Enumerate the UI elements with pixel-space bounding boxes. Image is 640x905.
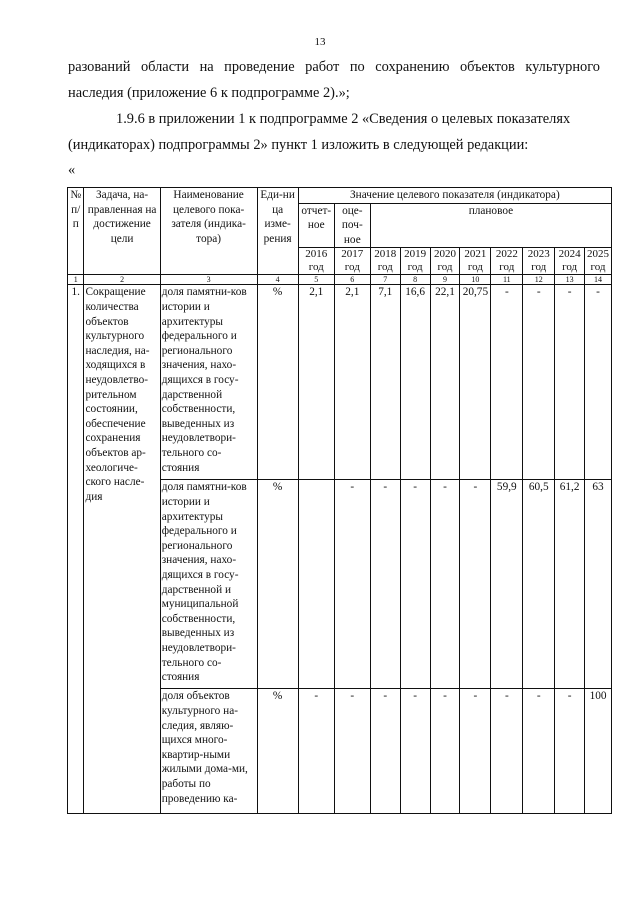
value-cell: 61,2 [555,480,585,689]
column-number: 7 [370,275,400,285]
column-number: 13 [555,275,585,285]
value-cell: - [298,689,334,814]
unit-cell: % [257,480,298,689]
value-cell: 22,1 [430,285,460,480]
year-header: 2019 год [400,248,430,275]
year-header: 2018 год [370,248,400,275]
value-cell: 20,75 [460,285,491,480]
year-header: 2022 год [491,248,523,275]
indicator-name: доля памятни-ков истории и архитектуры федерального и регионального значения, нахо-дящихся в госу-дарственной собственности, выведенных из неудовлетвори-тельного со-стояния [160,285,257,480]
value-cell: 59,9 [491,480,523,689]
column-number: 6 [334,275,370,285]
task-cell: Сокращение количества объектов культурного наследия, на-ходящихся в неудовлетво-рительном состоянии, обеспечение сохранения объектов ар-хеологиче-ского насле-дия [84,285,160,814]
header-task: Задача, на-правленная на достижение цели [84,188,160,275]
value-cell: 2,1 [298,285,334,480]
paragraph-amendment: 1.9.6 в приложении 1 к подпрограмме 2 «Сведения о целевых показателях (индикаторах) подпрограммы 2» пункт 1 изложить в следующей редакции: [68,111,571,153]
value-cell: - [334,480,370,689]
unit-cell: % [257,285,298,480]
value-cell: - [585,285,612,480]
column-number: 12 [523,275,555,285]
header-report: отчет-ное [298,203,334,248]
indicators-table [67,187,612,814]
column-number: 2 [84,275,160,285]
value-cell: 2,1 [334,285,370,480]
column-number: 10 [460,275,491,285]
indicator-name: доля памятни-ков истории и архитектуры федерального и регионального значения, нахо-дящихся в госу-дарственной и муниципальной собственности, выведенных из неудовлетвори-тельного со-стояния [160,480,257,689]
value-cell: 60,5 [523,480,555,689]
year-header: 2017 год [334,248,370,275]
value-cell: - [400,689,430,814]
value-cell: - [555,689,585,814]
year-header: 2024 год [555,248,585,275]
value-cell: - [460,480,491,689]
value-cell: - [430,689,460,814]
value-cell: - [491,285,523,480]
column-number: 8 [400,275,430,285]
value-cell: 63 [585,480,612,689]
value-cell: - [400,480,430,689]
value-cell: 16,6 [400,285,430,480]
year-header: 2023 год [523,248,555,275]
value-cell: 100 [585,689,612,814]
header-indicator-name: Наименование целевого пока-зателя (индика-тора) [160,188,257,275]
header-planned: плановое [370,203,611,248]
year-header: 2020 год [430,248,460,275]
value-cell [298,480,334,689]
page-number: 13 [314,36,326,48]
column-number: 4 [257,275,298,285]
header-unit: Еди-ни ца изме-рения [257,188,298,275]
value-cell: - [370,480,400,689]
column-number: 3 [160,275,257,285]
value-cell: - [460,689,491,814]
value-cell: - [555,285,585,480]
unit-cell: % [257,689,298,814]
value-cell: - [430,480,460,689]
column-number: 14 [585,275,612,285]
header-number: № п/ п [68,188,84,275]
header-estimate: оце-поч-ное [334,203,370,248]
paragraph-end-of-previous: разований области на проведение работ по сохранению объектов культурного наследия (приложение 6 к подпрограмме 2).»; [68,59,600,101]
column-number: 9 [430,275,460,285]
indicator-name: доля объектов культурного на-следия, являю-щихся много-квартир-ными жилыми дома-ми, работы по проведению ка- [160,689,257,814]
column-number: 11 [491,275,523,285]
year-header: 2021 год [460,248,491,275]
column-number: 1 [68,275,84,285]
value-cell: 7,1 [370,285,400,480]
value-cell: - [523,285,555,480]
row-number: 1. [68,285,84,814]
table-row [68,285,612,480]
value-cell: - [370,689,400,814]
year-header: 2016 год [298,248,334,275]
year-header: 2025 год [585,248,612,275]
value-cell: - [334,689,370,814]
value-cell: - [491,689,523,814]
column-number: 5 [298,275,334,285]
header-indicator-value: Значение целевого показателя (индикатора) [298,188,611,204]
value-cell: - [523,689,555,814]
opening-quote: « [68,162,76,178]
